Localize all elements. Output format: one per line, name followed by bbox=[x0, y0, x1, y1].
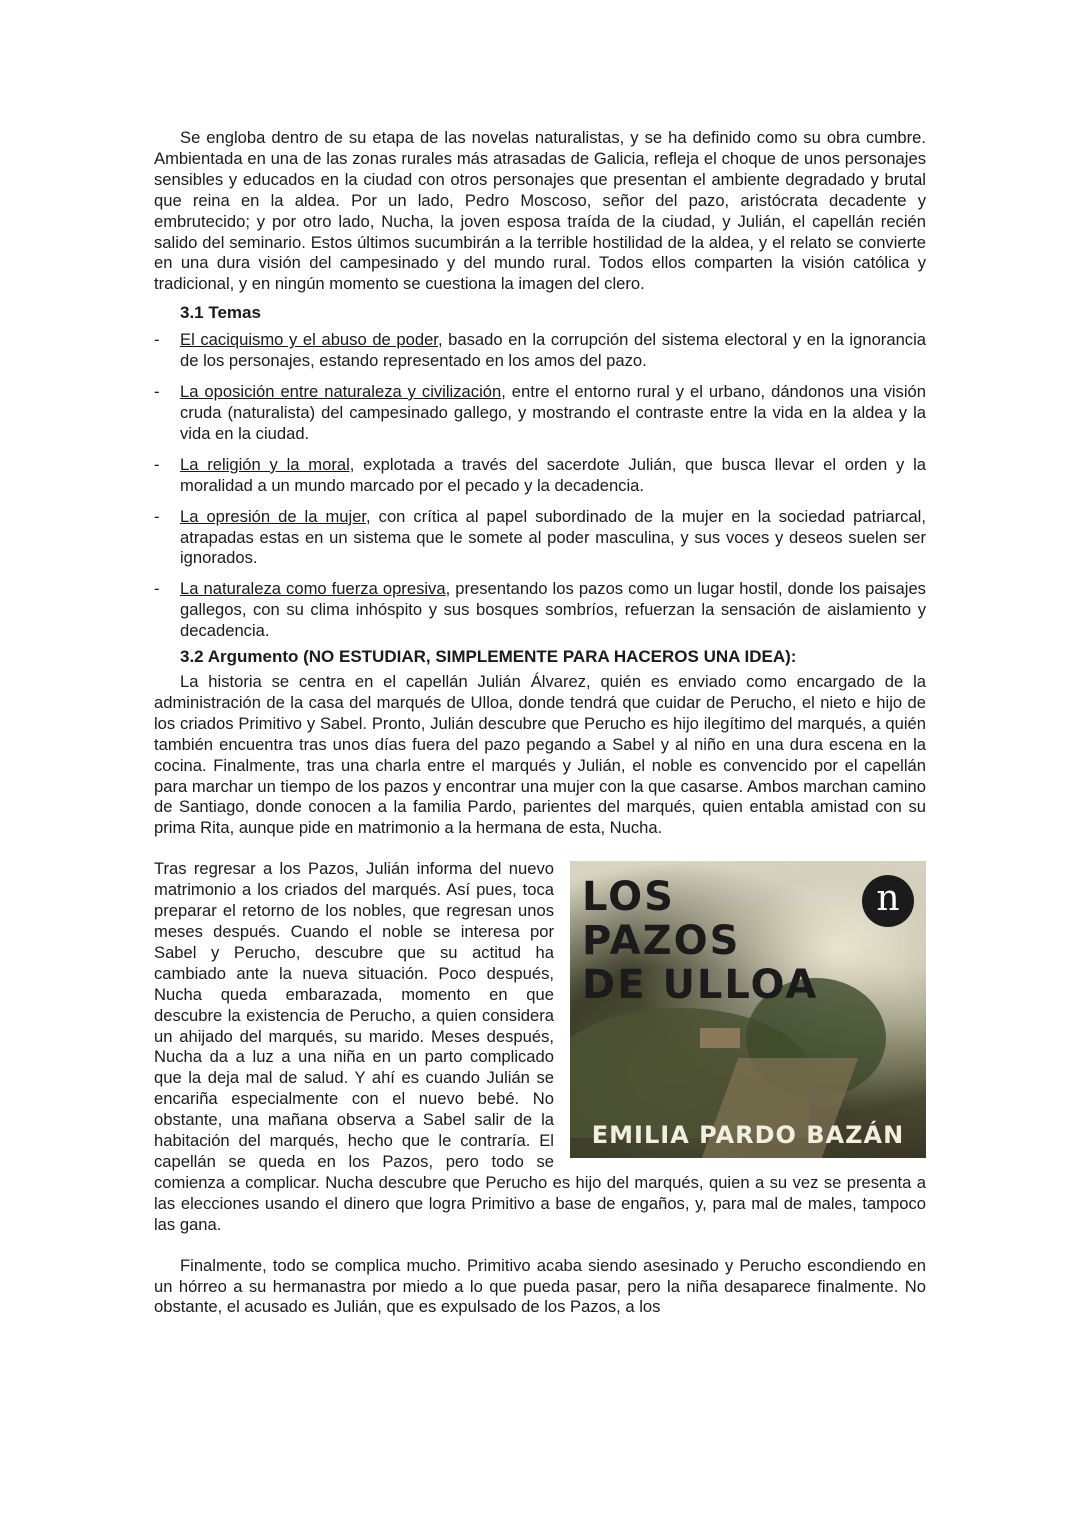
theme-title: La naturaleza como fuerza opresiva bbox=[180, 579, 446, 599]
document-page bbox=[154, 128, 926, 1318]
themes-heading: 3.1 Temas bbox=[180, 303, 261, 323]
plot-paragraph-3: Finalmente, todo se complica mucho. Primitivo acaba siendo asesinado y Perucho escondiendo en un hórreo a su hermanastra por miedo a lo que pueda pasar, pero la niña desaparece finalmente. No obstante, el acusado es Julián, que es expulsado de los Pazos, a los bbox=[154, 1255, 926, 1317]
theme-title: La religión y la moral, bbox=[180, 454, 355, 474]
theme-text: , presentando los pazos como un lugar hostil, donde los paisajes gallegos, con su clima inhóspito y sus bosques sombríos, refuerzan la sensación de aislamiento y decadencia. bbox=[180, 579, 926, 641]
theme-title: La oposición entre naturaleza y civilización bbox=[180, 382, 502, 402]
plot-paragraph-1: La historia se centra en el capellán Julián Álvarez, quién es enviado como encargado de la administración de la casa del marqués de Ulloa, donde tendrá que cuidar de Perucho, el nieto e hijo de los criados Primitivo y Sabel. Pronto, Julián descubre que Perucho es hijo ilegítimo del marqués, a quién también encuentra tras unos días fuera del pazo pegando a Sabel y al niño en una dura escena en la cocina. Finalmente, tras una charla entre el marqués y Julián, el noble es convencido por el capellán para marchar un tiempo de los pazos y encontrar una mujer con la que casarse. Ambos marchan camino de Santiago, donde conocen a la familia Pardo, parientes del marqués, quien entabla amistad con su prima Rita, aunque pide en matrimonio a la hermana de esta, Nucha. bbox=[154, 672, 926, 838]
book-cover-image bbox=[570, 861, 926, 1158]
plot-paragraph-2: Tras regresar a los Pazos, Julián informa del nuevo matrimonio a los criados del marqués. Así pues, toca preparar el retorno de los nobles, que regresan unos meses después. Cuando el noble se interesa por Sabel y Perucho, descubre que su actitud ha cambiado ante la nueva situación. Poco después, Nucha queda embarazada, momento en que descubre la existencia de Perucho, a quien considera un ahijado del marqués, su marido. Meses después, Nucha da a luz a una niña en un parto complicado que la deja mal de salud. Y ahí es cuando Julián se encariña especialmente con el nuevo bebé. No obstante, una mañana observa a Sabel salir de la habitación del marqués, hecho que le contraría. El capellán se queda en los Pazos, pero todo se comienza a complicar. Nucha descubre que Perucho es hijo del marqués, quien a su vez se presenta a las elecciones usando el dinero que logra Primitivo a base de engaños, y, para mal de males, tampoco las gana. bbox=[154, 859, 926, 1234]
list-item: - El caciquismo y el abuso de poder, basado en la corrupción del sistema electoral y en la ignorancia de los personajes, estando representado en los amos del pazo. bbox=[154, 330, 927, 371]
list-item: - La naturaleza como fuerza opresiva, presentando los pazos como un lugar hostil, donde los paisajes gallegos, con su clima inhóspito y sus bosques sombríos, refuerzan la sensación de aislamiento y decadencia. bbox=[154, 579, 926, 641]
theme-title: El caciquismo y el abuso de poder bbox=[180, 330, 438, 350]
cover-title: LOS PAZOS DE ULLOA bbox=[582, 874, 819, 1009]
plot-heading: 3.2 Argumento (NO ESTUDIAR, SIMPLEMENTE PARA HACEROS UNA IDEA): bbox=[180, 647, 797, 667]
theme-text: , entre el entorno rural y el urbano, dándonos una visión cruda (naturalista) del campesinado gallego, y mostrando el contraste entre la vida en la aldea y la vida en la ciudad. bbox=[180, 382, 926, 443]
list-item: - La opresión de la mujer, con crítica al papel subordinado de la mujer en la sociedad patriarcal, atrapadas estas en un sistema que le somete al poder masculina, y sus voces y deseos suelen ser ignorados. bbox=[154, 506, 926, 568]
theme-text: , basado en la corrupción del sistema electoral y en la ignorancia de los personajes, estando representado en los amos del pazo. bbox=[180, 330, 927, 371]
list-item: - La oposición entre naturaleza y civilización, entre el entorno rural y el urbano, dándonos una visión cruda (naturalista) del campesinado gallego, y mostrando el contraste entre la vida en la aldea y la vida en la ciudad. bbox=[154, 382, 926, 443]
cover-author: EMILIA PARDO BAZÁN bbox=[591, 1121, 905, 1150]
theme-title: La opresión de la mujer bbox=[180, 506, 367, 526]
intro-paragraph: Se engloba dentro de su etapa de las novelas naturalistas, y se ha definido como su obra cumbre. Ambientada en una de las zonas rurales más atrasadas de Galicia, refleja el choque de unos personajes sensibles y educados en la ciudad con otros personajes que presentan el ambiente degradado y brutal que reina en la aldea. Por un lado, Pedro Moscoso, señor del pazo, aristócrata decadente y embrutecido; y por otro lado, Nucha, la joven esposa traída de la ciudad, y Julián, el capellán recién salido del seminario. Estos últimos sucumbirán a la terrible hostilidad de la aldea, y el relato se convierte en una dura visión del campesinado y del mundo rural. Todos ellos comparten la visión católica y tradicional, y en ningún momento se cuestiona la imagen del clero. bbox=[154, 128, 926, 294]
theme-text: explotada a través del sacerdote Julián, que busca llevar el orden y la moralidad a un mundo marcado por el pecado y la decadencia. bbox=[180, 454, 926, 495]
publisher-logo-icon: n bbox=[862, 875, 914, 927]
theme-text: , con crítica al papel subordinado de la mujer en la sociedad patriarcal, atrapadas estas en un sistema que le somete al poder masculina, y sus voces y deseos suelen ser ignorados. bbox=[180, 506, 926, 568]
themes-list bbox=[154, 330, 926, 642]
plot-section-with-cover bbox=[154, 859, 926, 1235]
list-item: - La religión y la moral, explotada a través del sacerdote Julián, que busca llevar el orden y la moralidad a un mundo marcado por el pecado y la decadencia. bbox=[154, 454, 926, 495]
